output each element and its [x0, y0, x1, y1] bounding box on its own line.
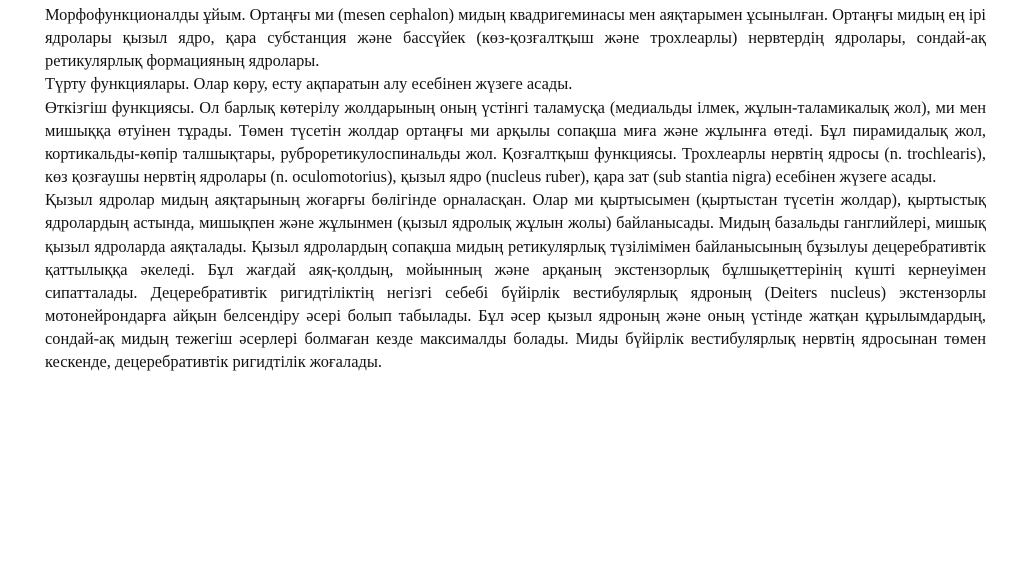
paragraph-morphofunctional: Морфофункционалды ұйым. Ортаңғы ми (mesen cephalon) мидың квадригеминасы мен аяқтарымен ұсынылған. Ортаңғы мидың ең ірі ядролары қызыл ядро, қара субстанция және бассүйек (көз-қозғалтқыш және трохлеарлы) нервтердің ядролары, сондай-ақ ретикулярлық формацияның ядролары.: [45, 5, 986, 71]
document-text-block: [45, 3, 986, 374]
paragraph-red-nuclei: Қызыл ядролар мидың аяқтарының жоғарғы бөлігінде орналасқан. Олар ми қыртысымен (қыртыстан түсетін жолдар), қыртыстық ядролардың астында, мишықпен және жұлынмен (қызыл ядролық жұлын жолы) байланысады. Мидың базальды ганглийлері, мишық қызыл ядроларда аяқталады. Қызыл ядролардың сопақша мидың ретикулярлық түзілімімен байланысының бұзылуы децеребративтік қаттылыққа әкеледі. Бұл жағдай аяқ-қолдың, мойынның және арқаның экстензорлық бұлшықеттерінің күшті кернеуімен сипатталады. Децеребративтік ригидтіліктің негізгі себебі бүйірлік вестибулярлық ядроның (Deiters nucleus) экстензорлы мотонейрондарға айқын белсендіру әсері болып табылады. Бұл әсер қызыл ядроның және оның үстінде жатқан құрылымдардың, сондай-ақ мидың тежегіш әсерлері болмаған кезде максималды болады. Миды бүйірлік вестибулярлық нервтің ядросынан төмен кескенде, децеребративтік ригидтілік жоғалады.: [45, 190, 986, 372]
paragraph-sensory-functions: Түрту функциялары. Олар көру, есту ақпаратын алу есебінен жүзеге асады.: [45, 74, 573, 94]
paragraph-conduction-function: Өткізгіш функциясы. Ол барлық көтерілу жолдарының оның үстінгі таламусқа (медиальды ілмек, жұлын-таламикалық жол), ми мен мишыққа өтуінен тұрады. Төмен түсетін жолдар ортаңғы ми арқылы сопақша миға және жұлынға өтеді. Бұл пирамидалық жол, кортикальды-көпір талшықтары, руброретикулоспинальды жол. Қозғалтқыш функциясы. Трохлеарлы нервтің ядросы (n. trochlearis), көз қозғаушы нервтің ядролары (n. oculomotorius), қызыл ядро (nucleus ruber), қара зат (sub stantia nigra) есебінен жүзеге асады.: [45, 97, 986, 187]
